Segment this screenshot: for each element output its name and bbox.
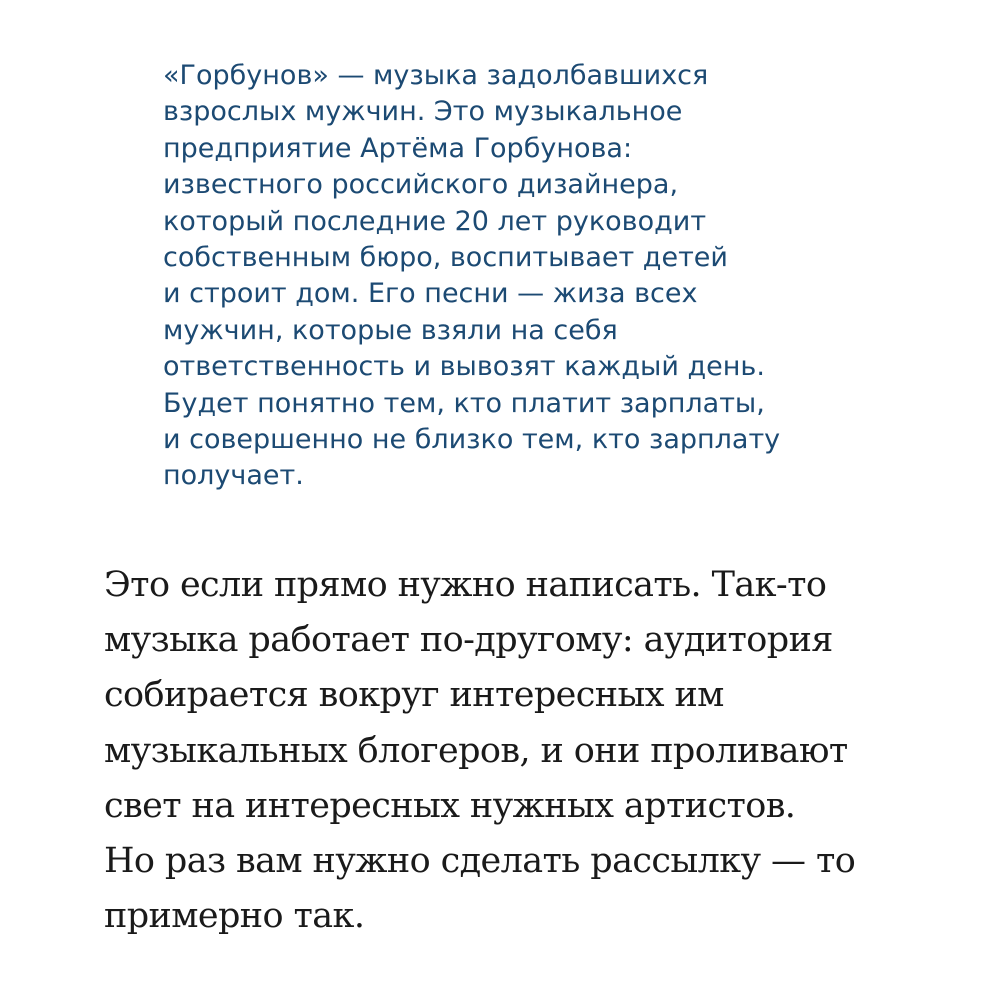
body-line: Это если прямо нужно написать. Так-то xyxy=(104,565,827,605)
body-paragraph xyxy=(104,558,984,944)
body-line: свет на интересных нужных артистов. xyxy=(104,785,796,826)
quote-line: получает. xyxy=(163,460,304,492)
quote-line: предприятие Артёма Горбунова: xyxy=(163,132,633,164)
quote-line: «Горбунов» — музыка задолбавшихся xyxy=(163,60,709,91)
quote-block xyxy=(163,58,883,495)
quote-line: и строит дом. Его песни — жиза всех xyxy=(163,278,698,310)
body-line: собирается вокруг интересных им xyxy=(104,675,724,716)
body-line: примерно так. xyxy=(104,896,365,937)
body-line: музыка работает по-другому: аудитория xyxy=(104,620,833,661)
body-line: музыкальных блогеров, и они проливают xyxy=(104,730,848,771)
body-line: Но раз вам нужно сделать рассылку — то xyxy=(104,841,856,882)
quote-line: который последние 20 лет руководит xyxy=(163,205,707,237)
quote-line: известного российского дизайнера, xyxy=(163,169,679,201)
quote-line: Будет понятно тем, кто платит зарплаты, xyxy=(163,387,765,419)
quote-line: и совершенно не близко тем, кто зарплату xyxy=(163,424,781,456)
quote-line: собственным бюро, воспитывает детей xyxy=(163,242,728,274)
quote-line: ответственность и вывозят каждый день. xyxy=(163,351,765,383)
quote-line: мужчин, которые взяли на себя xyxy=(163,314,618,346)
quote-line: взрослых мужчин. Это музыкальное xyxy=(163,96,683,128)
